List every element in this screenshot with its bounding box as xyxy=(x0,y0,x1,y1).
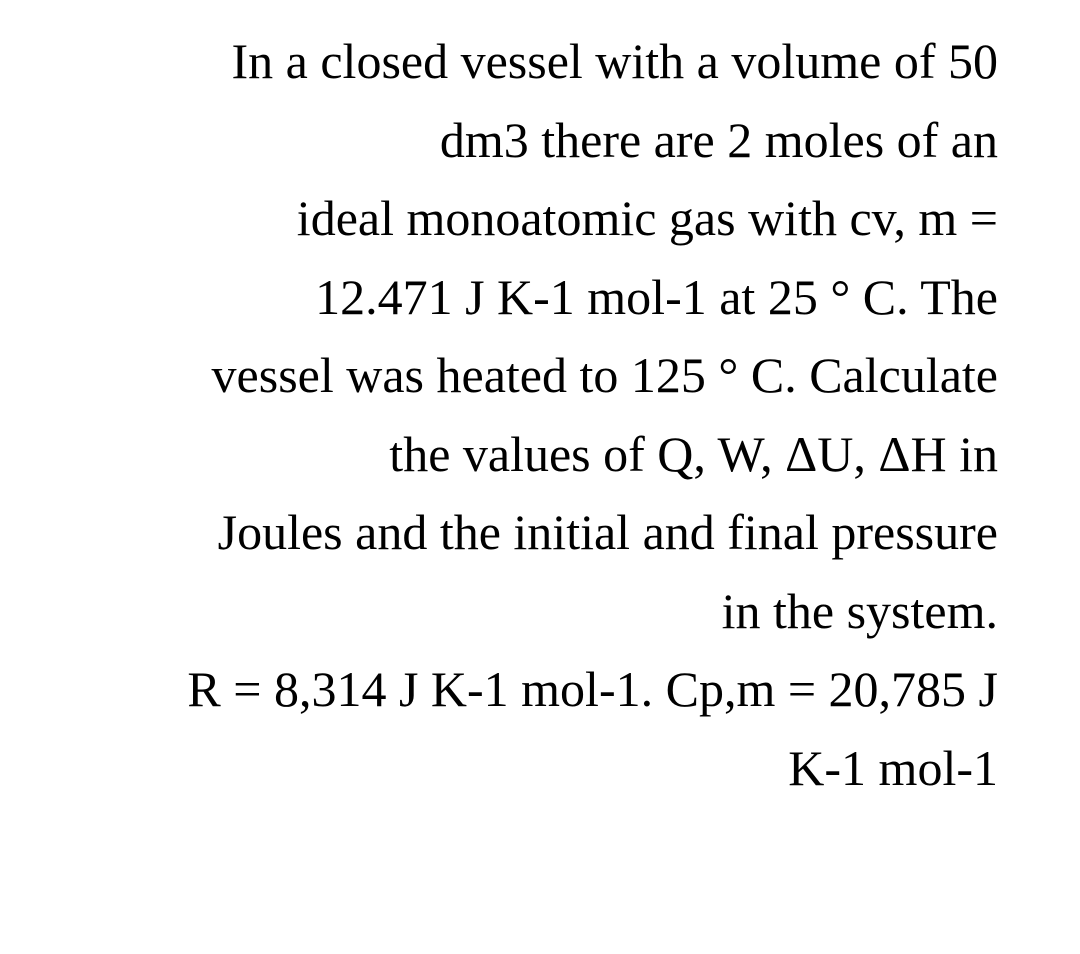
text-line: ideal monoatomic gas with cv, m = xyxy=(296,190,998,246)
text-line: dm3 there are 2 moles of an xyxy=(439,111,998,168)
text-line: Joules and the initial and final pressure xyxy=(217,504,998,560)
text-line: K-1 mol-1 xyxy=(788,739,998,796)
problem-text xyxy=(38,22,998,807)
text-line: vessel was heated to 125 ° C. Calculate xyxy=(211,347,998,403)
text-line: the values of Q, W, ΔU, ΔH in xyxy=(389,425,998,482)
text-line: In a closed vessel with a volume of 50 xyxy=(231,33,998,89)
text-line: 12.471 J K-1 mol-1 at 25 ° C. The xyxy=(315,268,998,325)
text-line: in the system. xyxy=(721,582,998,639)
text-line: R = 8,314 J K-1 mol-1. Cp,m = 20,785 J xyxy=(187,661,998,717)
